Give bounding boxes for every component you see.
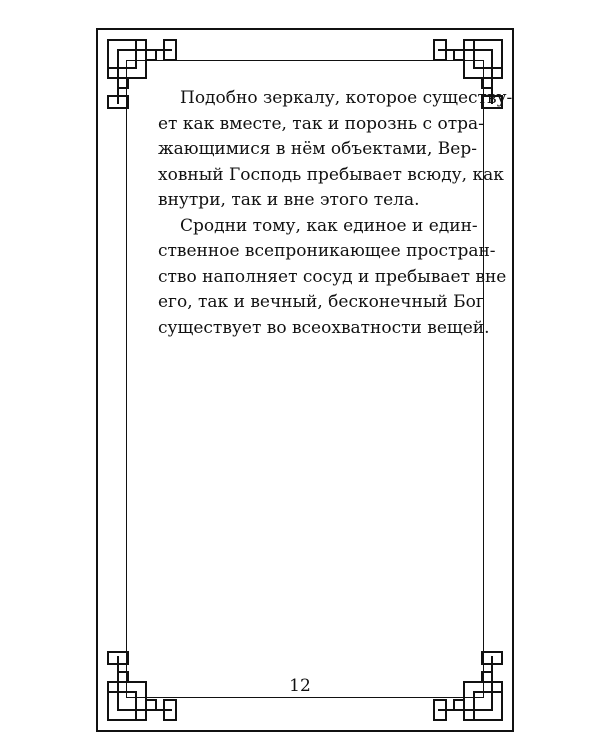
text-line: внутри, так и вне этого тела. (158, 190, 420, 210)
text-line: Подобно зеркалу, которое существу- (180, 88, 513, 108)
body-text (158, 86, 513, 341)
paragraph-1 (158, 86, 513, 214)
text-line: его, так и вечный, бесконечный Бог (158, 292, 485, 312)
text-line: ственное всепроникающее простран- (158, 241, 496, 261)
text-line: Сродни тому, как единое и един- (180, 215, 478, 236)
text-line: жающимися в нём объектами, Вер- (158, 139, 477, 159)
page-number: 12 (289, 676, 311, 696)
text-line: ховный Господь пребывает всюду, как (158, 164, 504, 185)
text-line: ет как вместе, так и порознь с отра- (158, 113, 484, 134)
paragraph-2 (158, 214, 507, 342)
text-line: существует во всеохватности вещей. (158, 317, 490, 338)
text-line: ство наполняет сосуд и пребывает вне (158, 266, 507, 287)
